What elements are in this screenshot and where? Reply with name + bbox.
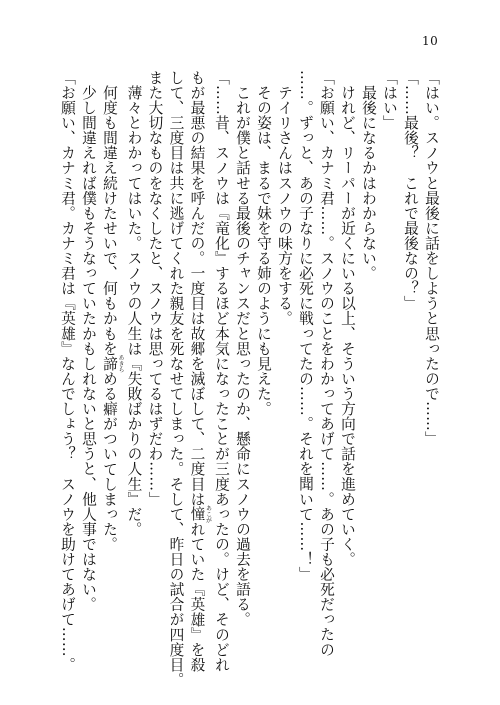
text-line: 「……昔、スノウは『竜化』するほど本気になったことが三度あったの。けど、そのどれ xyxy=(213,70,230,672)
page-number: 10 xyxy=(422,34,439,48)
text-line: 何度も間違え続けたせいで、何もかもを諦 あきらめる癖がついてしまった。 xyxy=(101,70,124,552)
text-line: ……。ずっと、あの子なりに必死に戦ってたの……。それを聞いて……！」 xyxy=(297,70,314,582)
text-line: 「はい。スノウと最後に話をしようと思ったので……」 xyxy=(423,70,440,447)
text-line: 薄々とわかってはいた。スノウの人生は『失敗ばかりの人生』だ。 xyxy=(125,70,143,537)
text-line: これが僕と話せる最後のチャンスだと思ったのか、懸命にスノウの過去を語る。 xyxy=(234,70,251,627)
text-body xyxy=(57,70,442,688)
text-line: 最後になるかはわからない。 xyxy=(360,70,377,281)
text-line: 少し間違えれば僕もそうなっていたかもしれないと思うと、他人事ではない。 xyxy=(80,70,97,612)
furigana: 憧 あこが xyxy=(188,504,212,523)
furigana-reading: あこが xyxy=(204,504,212,523)
furigana: 諦 あきら xyxy=(101,354,124,373)
text-line: また大切なものをなくしたと、スノウは思ってるはずだわ……」 xyxy=(146,70,164,507)
text-line: 「お願い、カナミ君……。スノウのことをわかってあげて……。あの子も必死だったの xyxy=(318,70,335,657)
text-line: 「はい」 xyxy=(381,70,398,131)
text-line: 「……最後？ これで最後なの？」 xyxy=(402,70,419,311)
text-line: その姿は、まるで妹を守る姉のようにも見えた。 xyxy=(255,70,272,417)
text-line: けれど、リーパーが近くにいる以上、そういう方向で話を進めていく。 xyxy=(339,70,356,567)
furigana-reading: あきら xyxy=(117,354,124,373)
text-line: テイリさんはスノウの味方をする。 xyxy=(276,70,293,326)
text-line: して、三度目は共に逃げてくれた親友を死なせてしまった。そして、昨日の試合が四度目。 xyxy=(167,70,185,688)
text-line: もが最悪の結果を呼んだの。一度目は故郷を滅ぼして、二度目は憧 あこがれていた『英雄』を殺 xyxy=(188,70,212,673)
text-line: 「お願い、カナミ君。カナミ君は『英雄』なんでしょう？ スノウを助けてあげて……。 xyxy=(59,70,76,672)
